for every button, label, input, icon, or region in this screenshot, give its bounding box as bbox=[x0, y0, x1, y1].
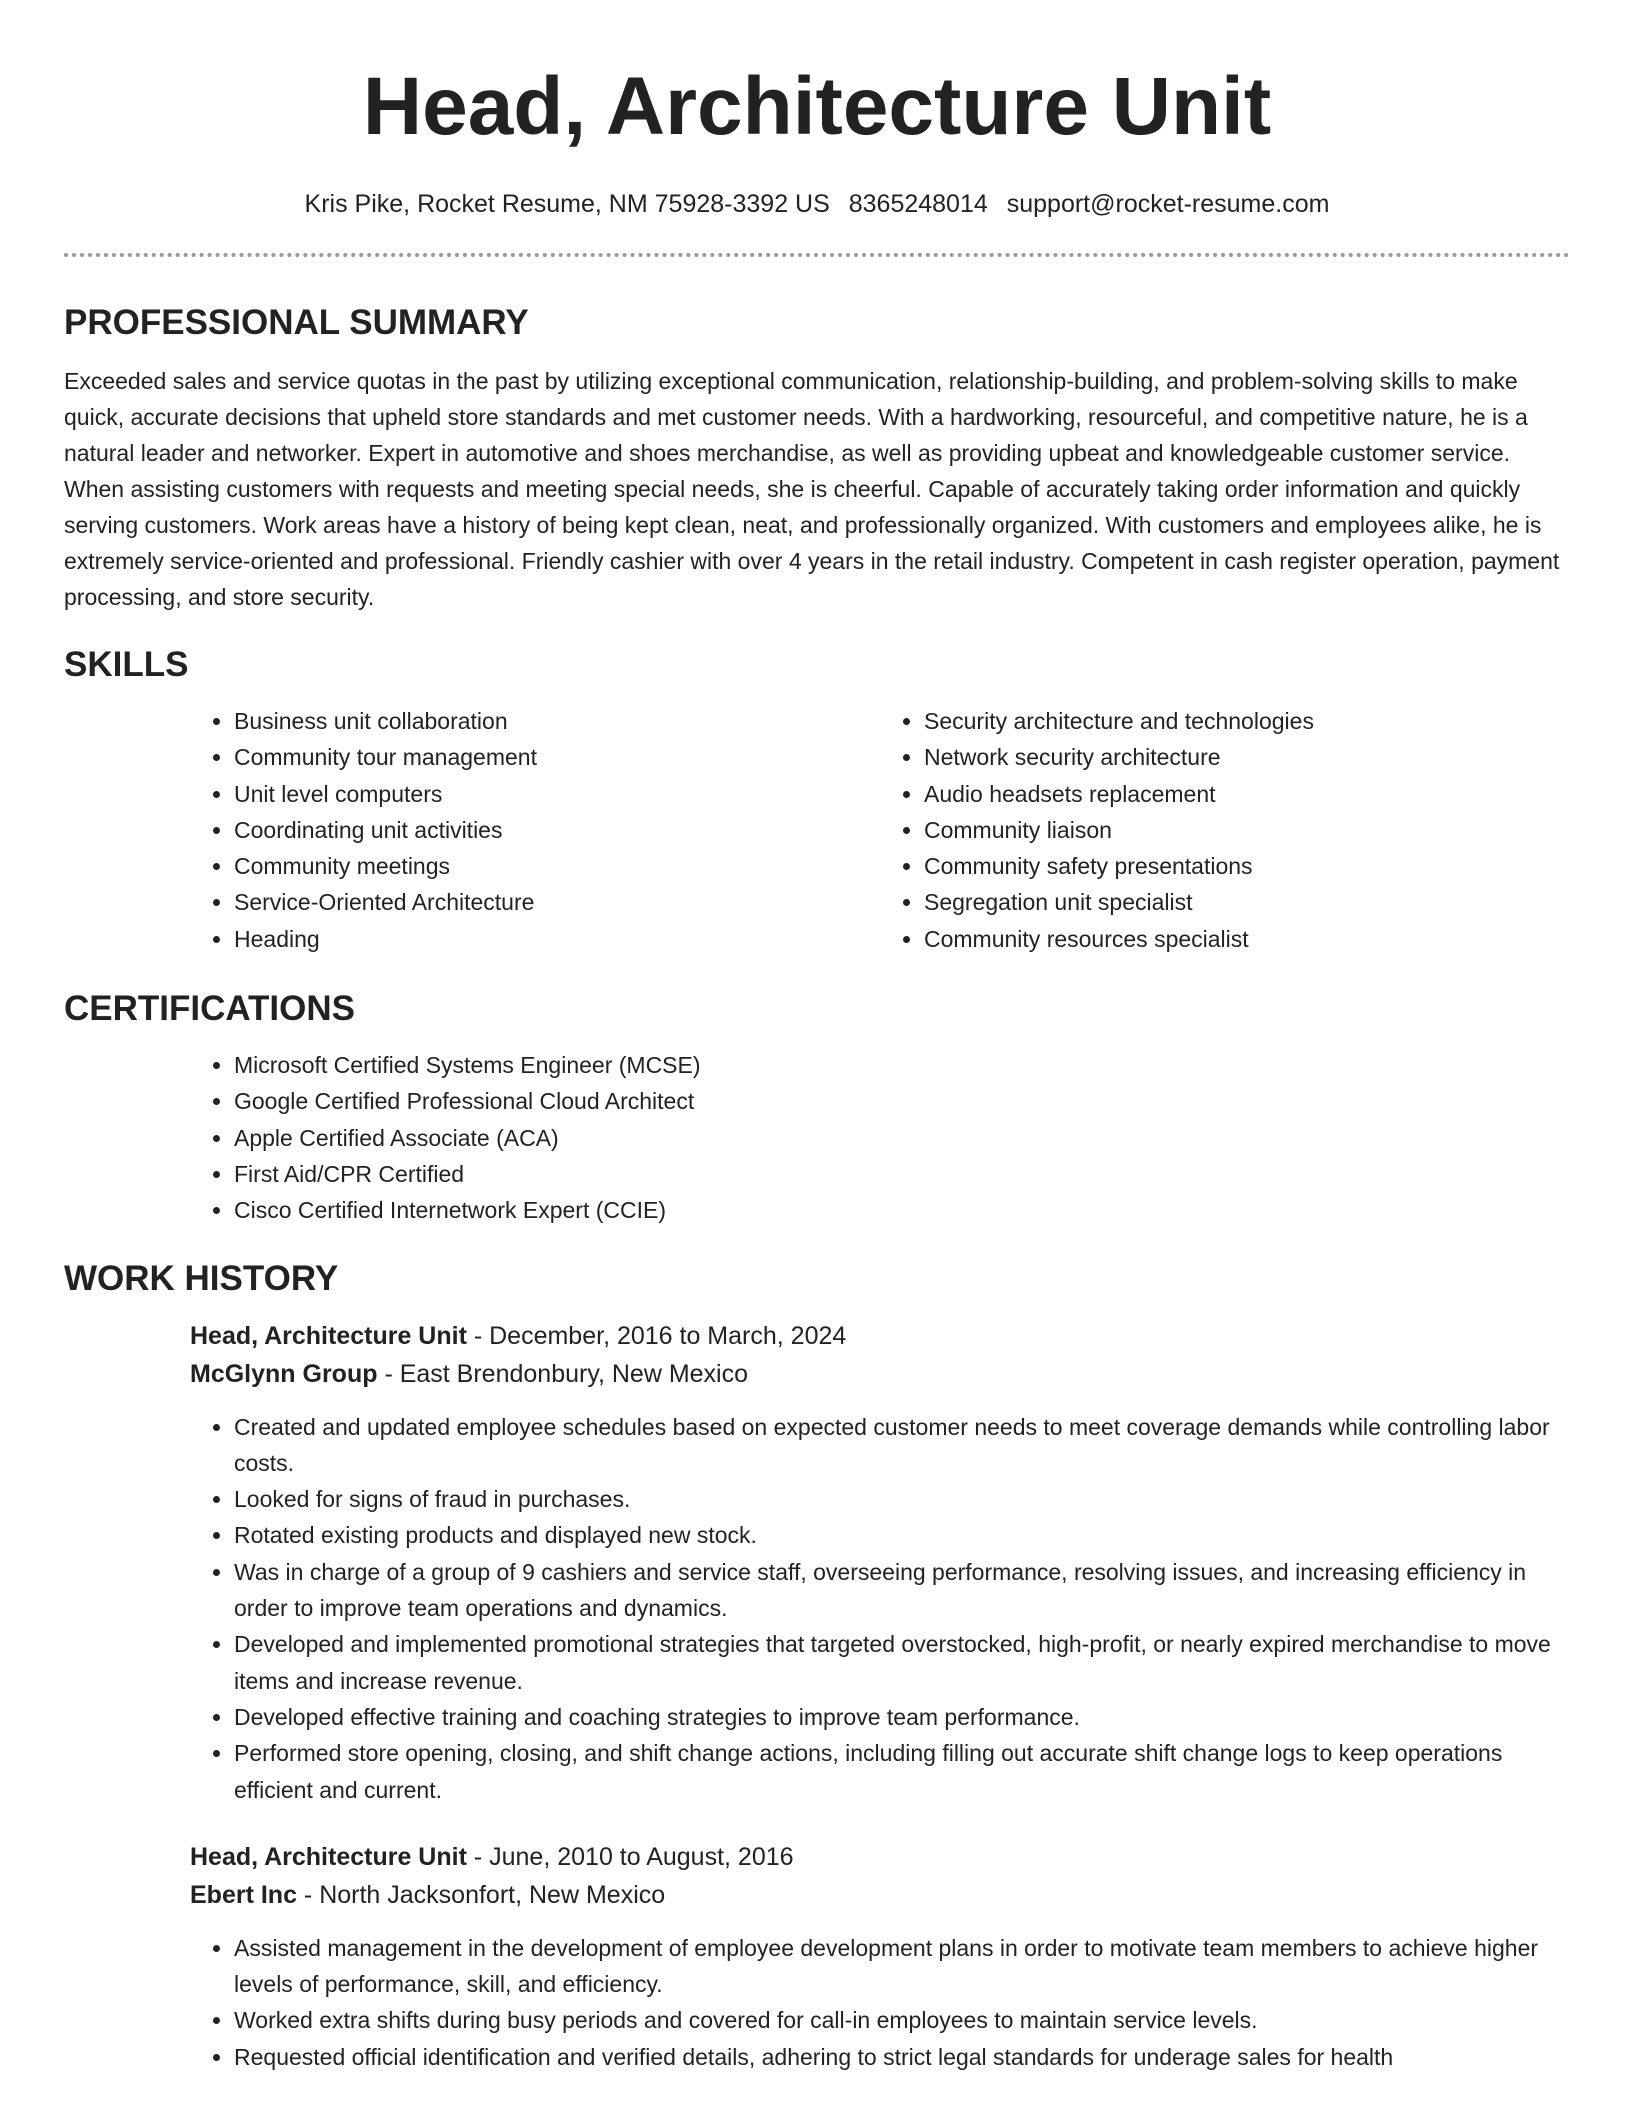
list-item: • Business unit collaboration bbox=[234, 703, 880, 739]
list-item: • Developed effective training and coaching strategies to improve team performance. bbox=[234, 1699, 1570, 1735]
job-title: Head, Architecture Unit bbox=[190, 1842, 467, 1871]
list-item: • Security architecture and technologies bbox=[924, 703, 1570, 739]
certifications-section bbox=[64, 987, 1570, 1228]
list-item: • Community tour management bbox=[234, 739, 880, 775]
work-history-section bbox=[64, 1257, 1570, 2075]
list-item: • Network security architecture bbox=[924, 739, 1570, 775]
job-company: Ebert Inc bbox=[190, 1880, 297, 1909]
job-location: - East Brendonbury, New Mexico bbox=[377, 1359, 749, 1388]
list-item: • Requested official identification and verified details, adhering to strict legal standards for underage sales for health bbox=[234, 2039, 1570, 2075]
skills-list-right bbox=[880, 703, 1570, 957]
list-item: • Community resources specialist bbox=[924, 921, 1570, 957]
list-item: • Community liaison bbox=[924, 812, 1570, 848]
summary-section bbox=[64, 301, 1570, 615]
job-location: - North Jacksonfort, New Mexico bbox=[296, 1880, 666, 1909]
list-item: • Audio headsets replacement bbox=[924, 776, 1570, 812]
header-divider bbox=[64, 253, 1570, 257]
contact-email: support@rocket-resume.com bbox=[1006, 190, 1330, 218]
list-item: • Assisted management in the development of employee development plans in order to motivate team members to achieve higher levels of performance, skill, and efficiency. bbox=[234, 1930, 1570, 2003]
job-dates: - June, 2010 to August, 2016 bbox=[466, 1842, 794, 1871]
list-item: • Developed and implemented promotional strategies that targeted overstocked, high-profit, or nearly expired merchandise to move items and increase revenue. bbox=[234, 1626, 1570, 1699]
list-item: • Microsoft Certified Systems Engineer (MCSE) bbox=[234, 1047, 1570, 1083]
work-history-heading: WORK HISTORY bbox=[64, 1258, 339, 1298]
list-item: • Coordinating unit activities bbox=[234, 812, 880, 848]
contact-phone: 8365248014 bbox=[848, 190, 988, 218]
skills-list-left bbox=[190, 703, 880, 957]
list-item: • Unit level computers bbox=[234, 776, 880, 812]
certifications-list bbox=[190, 1047, 1570, 1228]
list-item: • Community safety presentations bbox=[924, 848, 1570, 884]
job-dates: - December, 2016 to March, 2024 bbox=[466, 1321, 847, 1350]
job-company-line bbox=[190, 1876, 1570, 1914]
skills-section bbox=[64, 643, 1570, 957]
resume-title: Head, Architecture Unit bbox=[362, 61, 1272, 152]
job-entry bbox=[190, 1838, 1570, 2075]
list-item: • Community meetings bbox=[234, 848, 880, 884]
list-item: • Cisco Certified Internetwork Expert (CCIE) bbox=[234, 1192, 1570, 1228]
contact-address: Kris Pike, Rocket Resume, NM 75928-3392 US bbox=[304, 190, 830, 218]
list-item: • First Aid/CPR Certified bbox=[234, 1156, 1570, 1192]
list-item: • Was in charge of a group of 9 cashiers and service staff, overseeing performance, resolving issues, and increasing efficiency in order to improve team operations and dynamics. bbox=[234, 1554, 1570, 1627]
list-item: • Performed store opening, closing, and shift change actions, including filling out accurate shift change logs to keep operations efficient and current. bbox=[234, 1735, 1570, 1808]
job-bullets bbox=[190, 1409, 1570, 1808]
list-item: • Segregation unit specialist bbox=[924, 884, 1570, 920]
certifications-heading: CERTIFICATIONS bbox=[64, 989, 356, 1029]
job-bullets bbox=[190, 1930, 1570, 2075]
job-entry bbox=[190, 1317, 1570, 1808]
job-title: Head, Architecture Unit bbox=[190, 1321, 467, 1350]
list-item: • Apple Certified Associate (ACA) bbox=[234, 1120, 1570, 1156]
skills-columns bbox=[190, 703, 1570, 957]
contact-line bbox=[64, 187, 1570, 221]
job-title-line bbox=[190, 1317, 1570, 1355]
list-item: • Rotated existing products and displayed new stock. bbox=[234, 1517, 1570, 1553]
job-company: McGlynn Group bbox=[190, 1359, 378, 1388]
list-item: • Worked extra shifts during busy periods and covered for call-in employees to maintain service levels. bbox=[234, 2002, 1570, 2038]
list-item: • Created and updated employee schedules based on expected customer needs to meet coverage demands while controlling labor costs. bbox=[234, 1409, 1570, 1482]
list-item: • Google Certified Professional Cloud Architect bbox=[234, 1083, 1570, 1119]
resume-page bbox=[64, 0, 1570, 2075]
job-title-line bbox=[190, 1838, 1570, 1876]
list-item: • Service-Oriented Architecture bbox=[234, 884, 880, 920]
summary-text: Exceeded sales and service quotas in the past by utilizing exceptional communication, relationship-building, and problem-solving skills to make quick, accurate decisions that upheld store standards and met customer needs. With a hardworking, resourceful, and competitive nature, he is a natural leader and networker. Expert in automotive and shoes merchandise, as well as providing upbeat and knowledgeable customer service. When assisting customers with requests and meeting special needs, she is cheerful. Capable of accurately taking order information and quickly serving customers. Work areas have a history of being kept clean, neat, and professionally organized. With customers and employees alike, he is extremely service-oriented and professional. Friendly cashier with over 4 years in the retail industry. Competent in cash register operation, payment processing, and store security. bbox=[64, 368, 1560, 610]
summary-heading: PROFESSIONAL SUMMARY bbox=[64, 303, 529, 342]
skills-heading: SKILLS bbox=[64, 645, 189, 684]
list-item: • Heading bbox=[234, 921, 880, 957]
job-company-line bbox=[190, 1355, 1570, 1393]
list-item: • Looked for signs of fraud in purchases. bbox=[234, 1481, 1570, 1517]
